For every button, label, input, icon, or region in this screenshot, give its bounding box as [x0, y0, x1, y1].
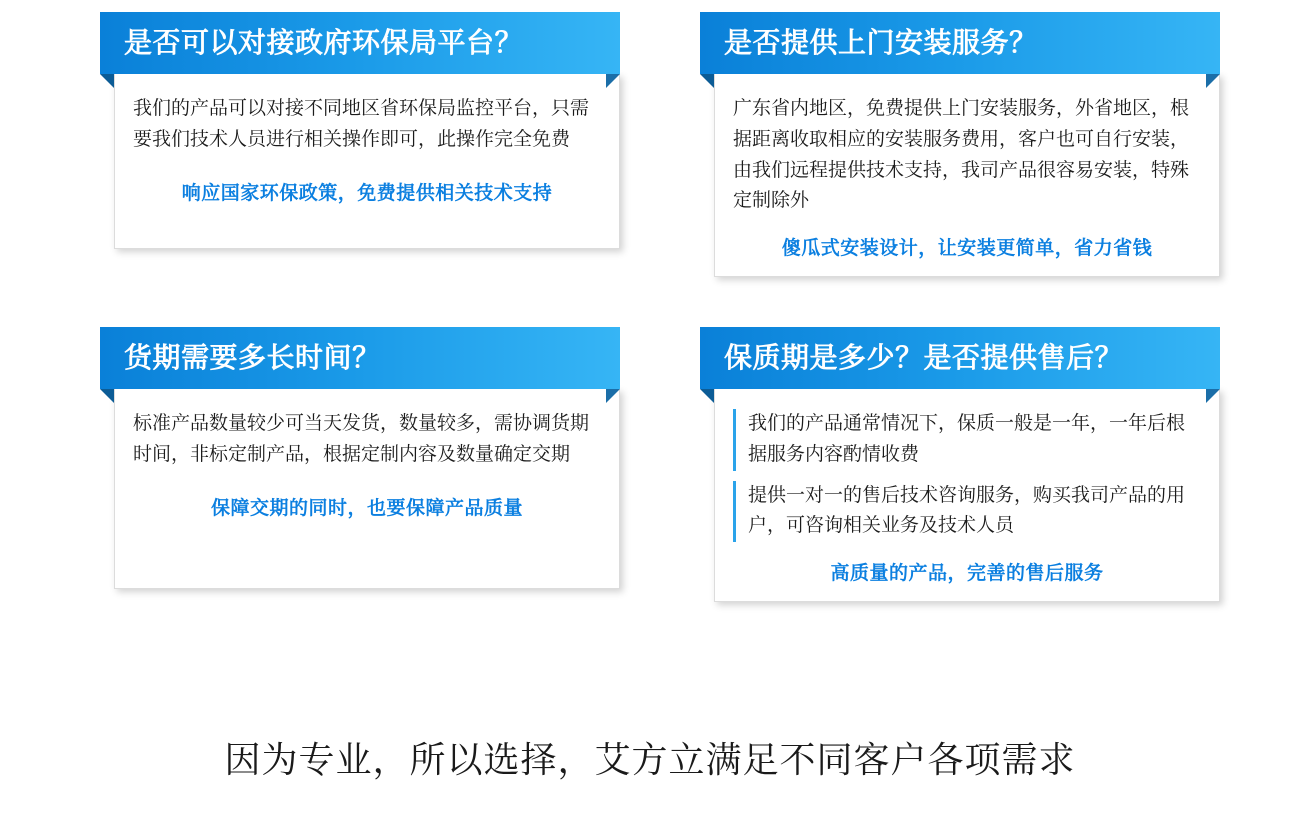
- faq-card-1-body: [114, 74, 620, 249]
- faq-card-3-body: [114, 389, 620, 589]
- faq-card-2-highlight: 傻瓜式安装设计，让安装更简单，省力省钱: [781, 238, 1153, 260]
- faq-card-1-answer: 我们的产品可以对接不同地区省环保局监控平台，只需要我们技术人员进行相关操作即可，此操作完全免费: [133, 98, 590, 150]
- ribbon-fold-left-icon: [100, 74, 114, 88]
- faq-card-2: [700, 12, 1220, 277]
- list-item: 提供一对一的售后技术咨询服务，购买我司产品的用户，可咨询相关业务及技术人员: [733, 481, 1201, 543]
- faq-card-3-header: [100, 327, 620, 389]
- footer-slogan: 因为专业，所以选择，艾方立满足不同客户各项需求: [224, 739, 1076, 780]
- faq-card-4-highlight: 高质量的产品，完善的售后服务: [830, 563, 1104, 585]
- ribbon-fold-left-icon: [700, 389, 714, 403]
- ribbon-fold-left-icon: [100, 389, 114, 403]
- faq-card-2-answer: 广东省内地区，免费提供上门安装服务，外省地区，根据距离收取相应的安装服务费用，客户也可自行安装，由我们远程提供技术支持，我司产品很容易安装，特殊定制除外: [733, 98, 1190, 212]
- faq-card-1-question: 是否可以对接政府环保局平台？: [124, 27, 524, 58]
- faq-card-2-body: [714, 74, 1220, 277]
- faq-card-3: [100, 327, 620, 602]
- ribbon-fold-left-icon: [700, 74, 714, 88]
- faq-card-3-question: 货期需要多长时间？: [124, 342, 381, 374]
- faq-card-3-highlight: 保障交期的同时，也要保障产品质量: [210, 497, 523, 519]
- ribbon-fold-right-icon: [606, 74, 620, 88]
- list-item: 我们的产品通常情况下，保质一般是一年，一年后根据服务内容酌情收费: [733, 409, 1201, 471]
- faq-card-4-answer-list: [733, 409, 1201, 542]
- faq-card-4: [700, 327, 1220, 602]
- faq-card-2-header: [700, 12, 1220, 74]
- faq-card-1: [100, 12, 620, 277]
- faq-card-1-highlight: 响应国家环保政策，免费提供相关技术支持: [181, 182, 553, 204]
- ribbon-fold-right-icon: [1206, 74, 1220, 88]
- faq-card-2-question: 是否提供上门安装服务？: [724, 27, 1038, 58]
- ribbon-fold-right-icon: [606, 389, 620, 403]
- faq-card-4-body: [714, 389, 1220, 602]
- faq-card-4-header: [700, 327, 1220, 389]
- faq-grid: [100, 12, 1220, 602]
- ribbon-fold-right-icon: [1206, 389, 1220, 403]
- faq-card-4-question: 保质期是多少？是否提供售后？: [724, 342, 1124, 374]
- faq-card-3-answer: 标准产品数量较少可当天发货，数量较多，需协调货期时间，非标定制产品，根据定制内容及数量确定交期: [133, 413, 590, 465]
- faq-card-1-header: [100, 12, 620, 74]
